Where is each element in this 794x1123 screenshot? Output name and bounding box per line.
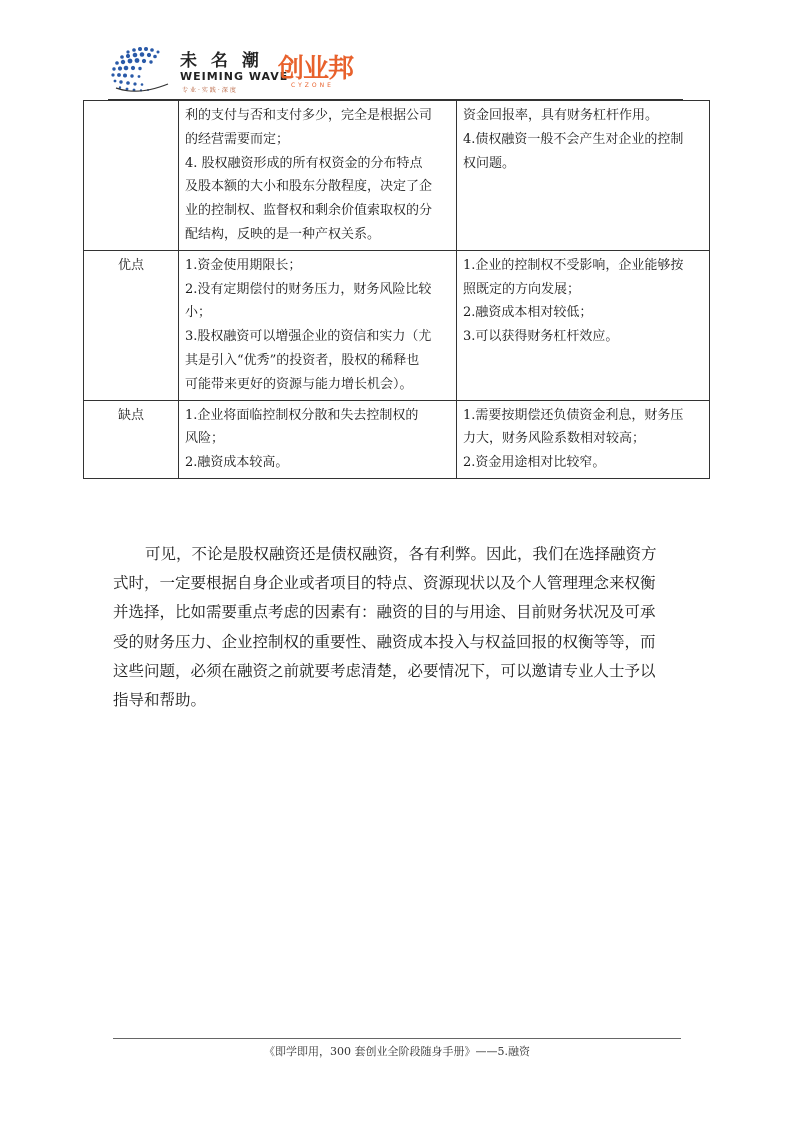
- paragraph-line: 式时，一定要根据自身企业或者项目的特点、资源现状以及个人管理理念来权衡: [113, 574, 656, 593]
- cell-line: 4. 股权融资形成的所有权资金的分布特点: [185, 155, 423, 171]
- cell-line: 照既定的方向发展；: [463, 281, 581, 297]
- brand-name-cn: 未 名 潮: [180, 51, 263, 71]
- equity-cell: [179, 101, 457, 251]
- debt-cell: [457, 101, 710, 251]
- cell-line: 可能带来更好的资源与能力增长机会）。: [185, 376, 413, 392]
- cell-line: 1.需要按期偿还负债资金利息，财务压: [463, 407, 684, 423]
- cell-line: 1.企业的控制权不受影响，企业能够按: [463, 257, 684, 273]
- cell-line: 4.债权融资一般不会产生对企业的控制: [463, 131, 684, 147]
- debt-cell: [457, 400, 710, 478]
- paragraph-line: 可见，不论是股权融资还是债权融资，各有利弊。因此，我们在选择融资方: [145, 545, 657, 563]
- cell-line: 权问题。: [463, 155, 516, 171]
- row-label: 缺点: [84, 400, 179, 478]
- cell-line: 3.可以获得财务杠杆效应。: [463, 329, 619, 345]
- cell-line: 力大，财务风险系数相对较高；: [463, 431, 646, 447]
- paragraph-line: 这些问题，必须在融资之前就要考虑清楚，必要情况下，可以邀请专业人士予以: [113, 661, 656, 680]
- paragraph-line: 指导和帮助。: [113, 691, 207, 710]
- cell-line: 2.融资成本相对较低；: [463, 305, 593, 321]
- debt-cell: [457, 250, 710, 400]
- table-row: [84, 101, 710, 251]
- cell-line: 风险；: [185, 431, 225, 447]
- brand-tagline: 专业·实践·深度: [182, 87, 238, 94]
- page-header: [108, 40, 683, 102]
- equity-cell: [179, 400, 457, 478]
- table-row: [84, 250, 710, 400]
- cell-line: 及股本额的大小和股东分散程度，决定了企: [185, 179, 433, 195]
- cell-line: 2.资金用途相对比较窄。: [463, 455, 606, 471]
- cell-line: 业的控制权、监督权和剩余价值索取权的分: [185, 203, 433, 219]
- footer-divider: [113, 1038, 681, 1039]
- brand-name-en: WEIMING WAVE: [180, 70, 289, 83]
- cell-line: 资金回报率，具有财务杠杆作用。: [463, 108, 659, 123]
- cell-line: 2.融资成本较高。: [185, 455, 289, 471]
- row-label: [84, 101, 179, 251]
- cell-line: 其是引入“优秀”的投资者，股权的稀释也: [185, 352, 420, 368]
- cell-line: 2.没有定期偿付的财务压力，财务风险比较: [185, 281, 432, 297]
- conclusion-paragraph: [113, 540, 685, 715]
- table-row: [84, 400, 710, 478]
- cell-line: 配结构，反映的是一种产权关系。: [185, 226, 381, 242]
- cell-line: 3.股权融资可以增强企业的资信和实力（尤: [185, 329, 432, 345]
- cell-line: 利的支付与否和支付多少，完全是根据公司: [185, 108, 433, 123]
- cell-line: 1.企业将面临控制权分散和失去控制权的: [185, 407, 419, 423]
- weiming-wave-logo-icon: [108, 44, 178, 96]
- equity-cell: [179, 250, 457, 400]
- financing-comparison-table: [83, 100, 710, 479]
- cell-line: 小；: [185, 305, 212, 321]
- page-footer: 《即学即用，300 套创业全阶段随身手册》——5.融资: [264, 1045, 530, 1058]
- cell-line: 的经营需要而定；: [185, 131, 290, 147]
- row-label: 优点: [84, 250, 179, 400]
- paragraph-line: 受的财务压力、企业控制权的重要性、融资成本投入与权益回报的权衡等等，而: [113, 632, 656, 651]
- cyzone-logo-subtext: CYZONE: [291, 82, 334, 89]
- paragraph-line: 并选择，比如需要重点考虑的因素有：融资的目的与用途、目前财务状况及可承: [113, 603, 656, 622]
- cyzone-logo-text: 创业邦: [278, 54, 354, 84]
- cell-line: 1.资金使用期限长；: [185, 257, 302, 273]
